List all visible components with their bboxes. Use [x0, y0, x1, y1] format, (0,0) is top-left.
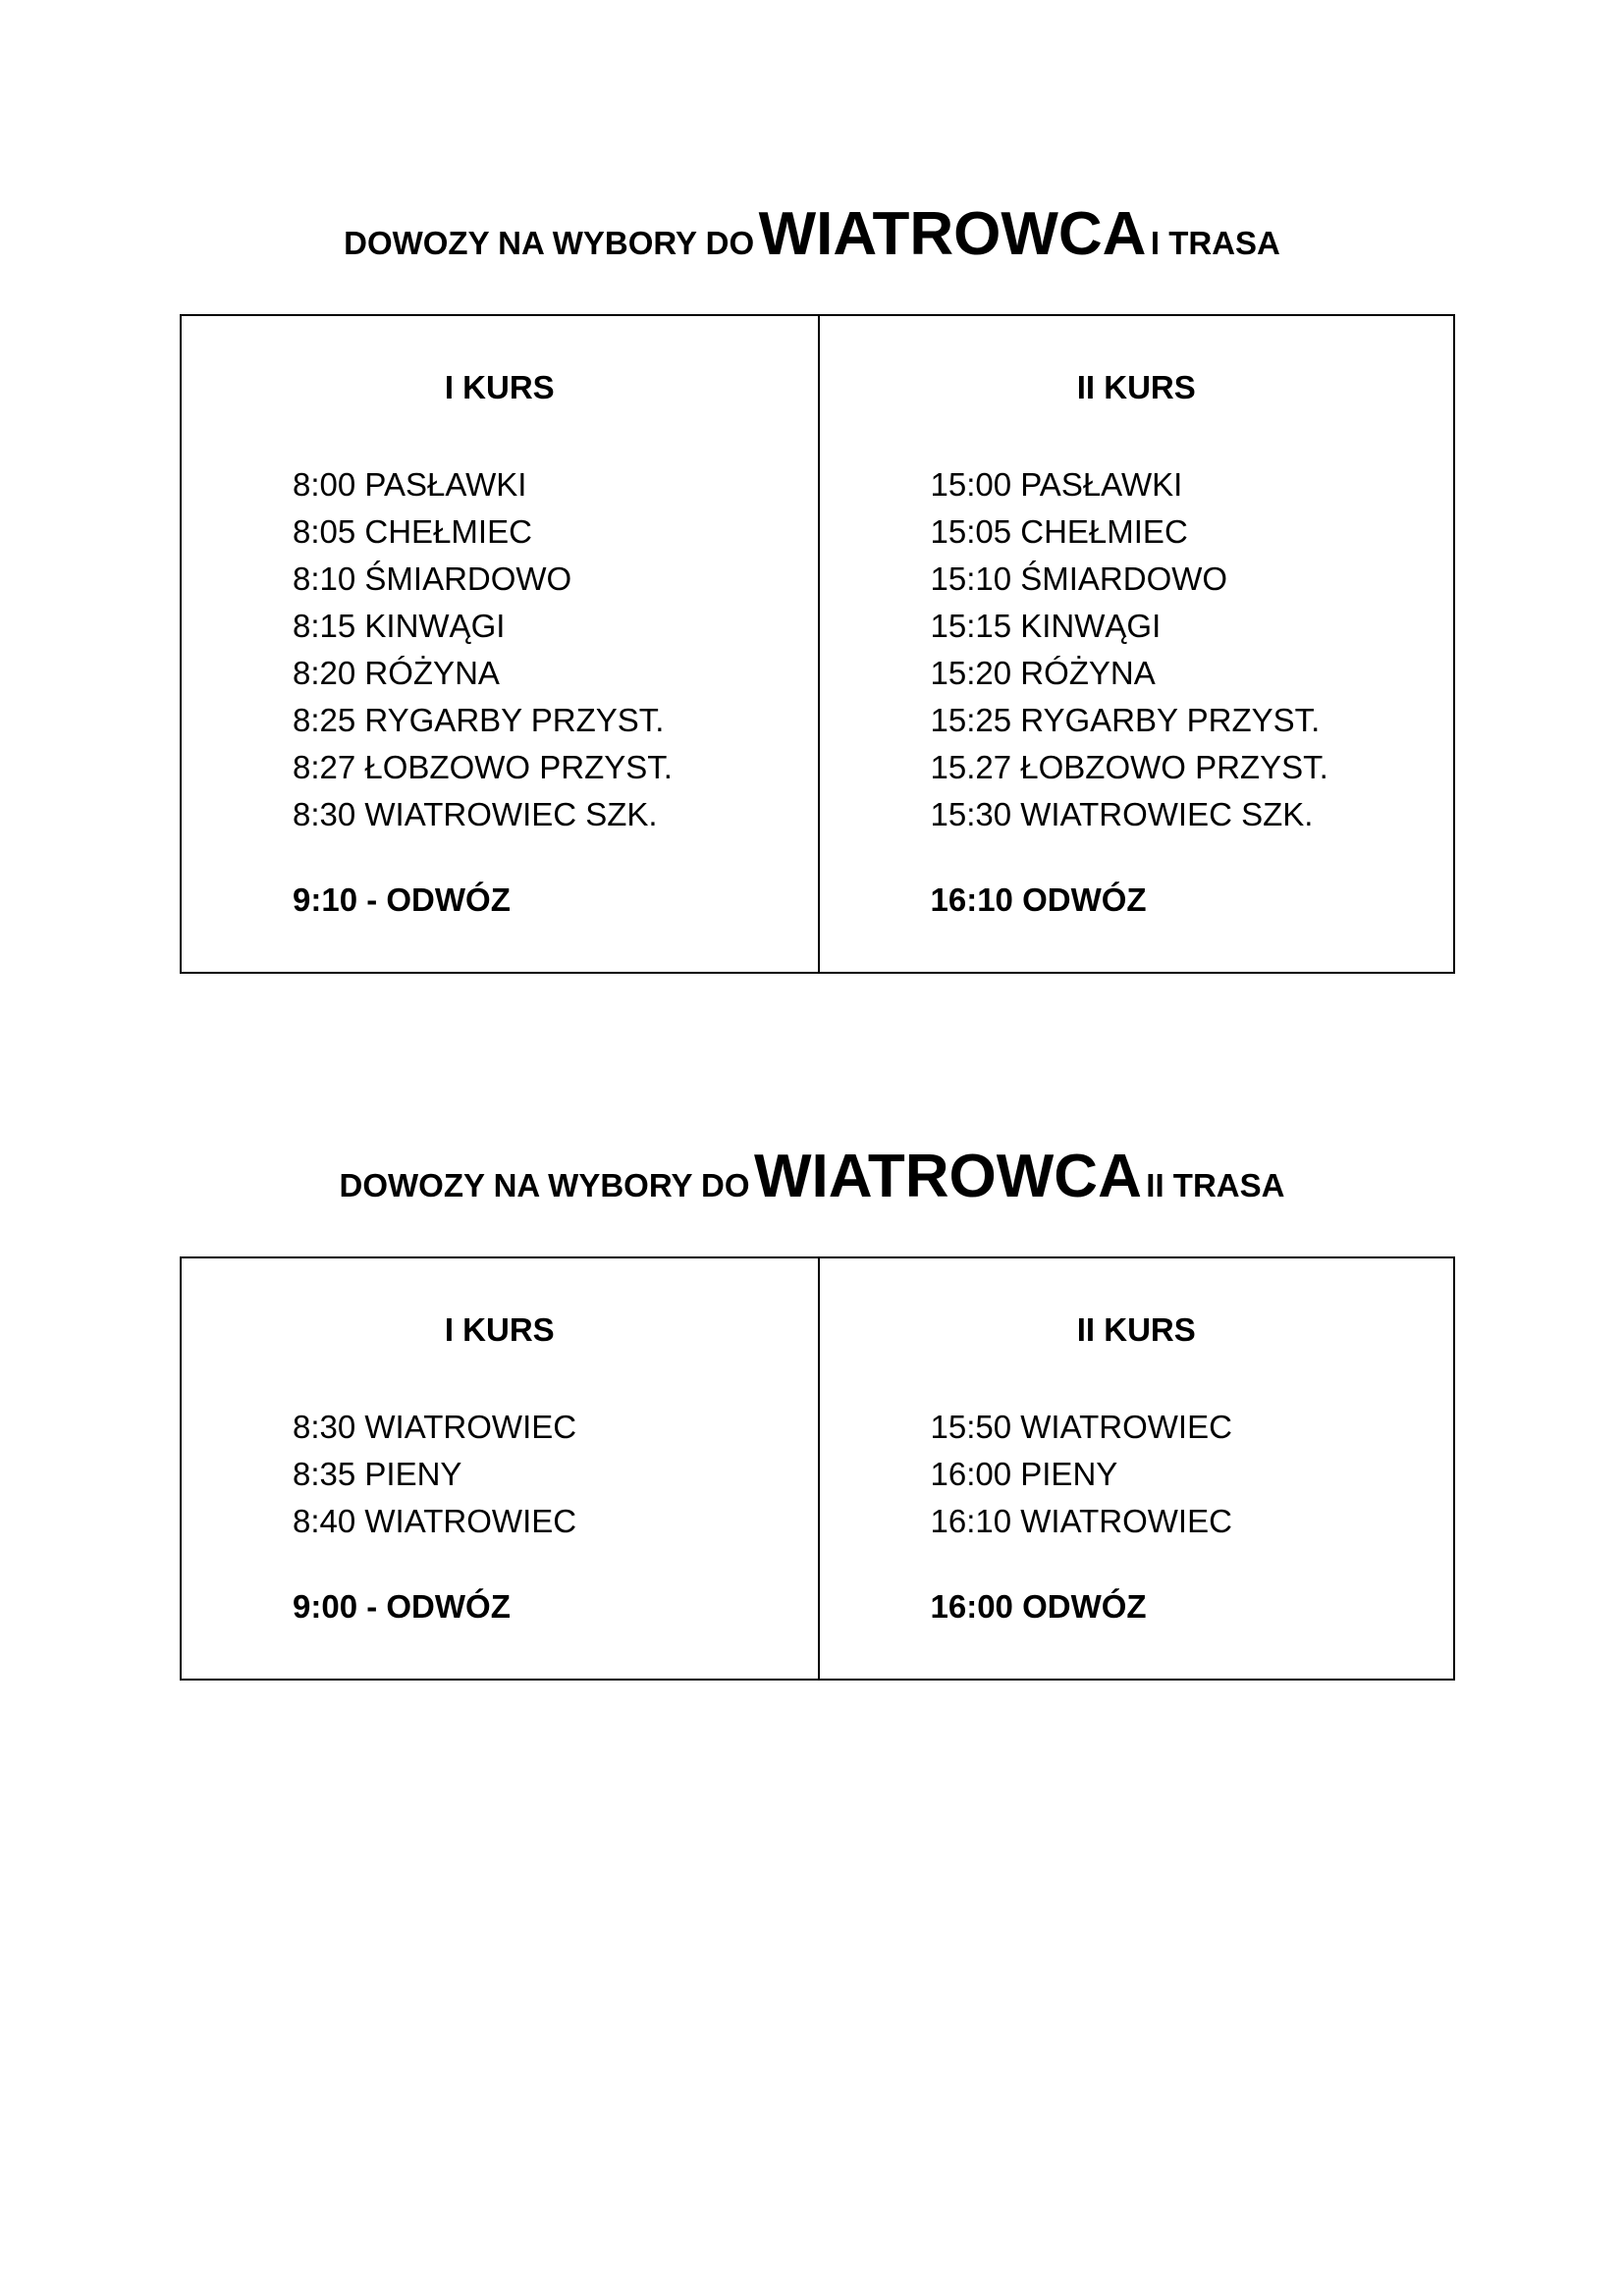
route-1-title: [0, 200, 1624, 268]
stop-item: 16:00 PIENY: [930, 1456, 1118, 1492]
route-2-title-main: WIATROWCA: [753, 1143, 1142, 1210]
route-1-course-1: [182, 316, 818, 972]
route-2-title: [0, 1143, 1624, 1210]
route-1-title-main: WIATROWCA: [758, 200, 1147, 268]
stop-item: 8:05 CHEŁMIEC: [293, 513, 532, 550]
course-heading: II KURS: [1076, 369, 1196, 405]
route-2-course-2: [818, 1258, 1454, 1679]
route-1-title-prefix: DOWOZY NA WYBORY DO: [344, 225, 755, 261]
course-heading: I KURS: [444, 1311, 555, 1348]
stop-item: 15:05 CHEŁMIEC: [930, 513, 1188, 550]
course-heading: I KURS: [444, 369, 555, 405]
stop-item: 15:50 WIATROWIEC: [930, 1409, 1232, 1445]
stop-item: 15:15 KINWĄGI: [930, 608, 1162, 644]
course-heading: II KURS: [1076, 1311, 1196, 1348]
stop-item: 8:25 RYGARBY PRZYST.: [293, 702, 665, 738]
stop-item: 8:30 WIATROWIEC: [293, 1409, 577, 1445]
stop-item: 8:35 PIENY: [293, 1456, 462, 1492]
return-time: 16:10 ODWÓZ: [930, 881, 1147, 918]
stop-item: 15:25 RYGARBY PRZYST.: [930, 702, 1321, 738]
stop-item: 8:40 WIATROWIEC: [293, 1503, 577, 1539]
stop-item: 8:30 WIATROWIEC SZK.: [293, 796, 658, 832]
return-time: 16:00 ODWÓZ: [930, 1588, 1147, 1625]
stop-item: 8:20 RÓŻYNA: [293, 655, 500, 691]
stop-list: [293, 461, 673, 838]
route-1-course-2: [818, 316, 1454, 972]
route-2-course-1: [182, 1258, 818, 1679]
stop-item: 8:00 PASŁAWKI: [293, 466, 527, 503]
route-2-schedule-table: [180, 1256, 1455, 1681]
stop-list: [931, 461, 1328, 838]
return-time: 9:10 - ODWÓZ: [293, 881, 511, 918]
stop-item: 8:15 KINWĄGI: [293, 608, 506, 644]
route-1-title-suffix: I TRASA: [1150, 225, 1280, 261]
route-2-title-prefix: DOWOZY NA WYBORY DO: [339, 1167, 750, 1203]
route-2-title-suffix: II TRASA: [1146, 1167, 1285, 1203]
stop-item: 15:10 ŚMIARDOWO: [930, 561, 1228, 597]
stop-list: [931, 1404, 1232, 1545]
stop-item: 8:27 ŁOBZOWO PRZYST.: [293, 749, 673, 785]
route-1-schedule-table: [180, 314, 1455, 974]
return-time: 9:00 - ODWÓZ: [293, 1588, 511, 1625]
stop-item: 15:00 PASŁAWKI: [930, 466, 1183, 503]
stop-item: 16:10 WIATROWIEC: [930, 1503, 1232, 1539]
stop-list: [293, 1404, 576, 1545]
stop-item: 8:10 ŚMIARDOWO: [293, 561, 572, 597]
stop-item: 15:20 RÓŻYNA: [930, 655, 1156, 691]
stop-item: 15:30 WIATROWIEC SZK.: [930, 796, 1314, 832]
stop-item: 15.27 ŁOBZOWO PRZYST.: [930, 749, 1328, 785]
